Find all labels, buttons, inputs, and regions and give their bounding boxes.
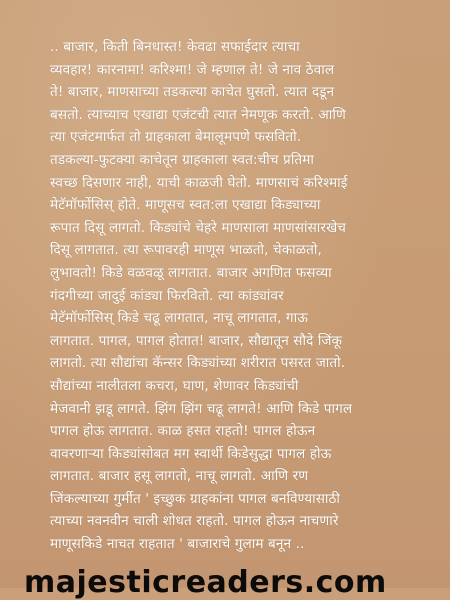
page-body-text bbox=[50, 36, 428, 556]
text-line: माणूसकिडे नाचत राहतात ' बाजाराचे गुलाम बनून .. bbox=[50, 536, 305, 553]
text-line: मेटॅमॉर्फोसिस् होते. माणूसच स्वत:ला एखाद्या किड्याच्या bbox=[50, 197, 321, 214]
text-line: लागतात. बाजार हसू लागतो, नाचू लागतो. आणि रण bbox=[50, 468, 309, 485]
text-line: त्याच्या नवनवीन चाली शोधत राहतो. पागल होऊन नाचणारे bbox=[50, 513, 339, 530]
text-line: व्यवहार! कारनामा! करिश्मा! जे म्हणाल ते! जे नाव ठेवाल bbox=[50, 61, 335, 78]
text-line: जिंकल्याच्या गुर्मीत ' इच्छुक ग्राहकांना पागल बनविण्यासाठी bbox=[50, 490, 341, 507]
text-line: गंदगीच्या जादुई कांड्या फिरवितो. त्या कांड्यांवर bbox=[50, 287, 284, 304]
text-line: मेजवानी झडू लागते. झिंग झिंग चढू लागते! आणि किडे पागल bbox=[50, 400, 353, 417]
text-line: लागतात. पागल, पागल होतात! बाजार, सौद्यातून सौदे जिंकू bbox=[50, 332, 343, 349]
text-line: रूपात दिसू लागतो. किड्यांचे चेहरे माणसाला माणसांसारखेच bbox=[50, 219, 347, 236]
text-line: स्वच्छ दिसणार नाही, याची काळजी घेतो. माणसाचं करिश्माई bbox=[50, 174, 348, 191]
text-line: त्या एजंटमार्फत तो ग्राहकाला बेमालूमपणे फसवितो. bbox=[50, 129, 302, 146]
site-watermark: majesticreaders.com bbox=[24, 565, 387, 600]
text-line: सौद्यांच्या नालीतला कचरा, घाण, शेणावर किड्यांची bbox=[50, 377, 299, 394]
text-line: लागतो. त्या सौद्यांचा कॅन्सर किड्यांच्या शरीरात पसरत जातो. bbox=[50, 355, 346, 372]
text-line: तडकल्या-फुटक्या काचेतून ग्राहकाला स्वत:चीच प्रतिमा bbox=[50, 151, 314, 168]
text-line: बसतो. त्याच्याच एखाद्या एजंटची त्यात नेमणूक करतो. आणि bbox=[50, 106, 346, 123]
text-line: लुभावतो! किडे वळवळू लागतात. बाजार अगणित फसव्या bbox=[50, 264, 332, 281]
text-line: पागल होऊ लागतात. काळ हसत राहतो! पागल होऊन bbox=[50, 423, 316, 440]
text-line: मेटॅमॉर्फोसिस् किडे चढू लागतात, नाचू लागतात, गाऊ bbox=[50, 310, 308, 327]
text-line: वावरणाऱ्या किड्यांसोबत मग स्वार्थी किडेसुद्धा पागल होऊ bbox=[50, 445, 332, 462]
text-line: ते! बाजार, माणसाच्या तडकल्या काचेत घुसतो. त्यात दडून bbox=[50, 84, 335, 101]
text-line: .. बाजार, किती बिनधास्त! केवढा सफाईदार त्याचा bbox=[50, 39, 300, 55]
text-line: दिसू लागतात. त्या रूपावरही माणूस भाळतो, चेकाळतो, bbox=[50, 242, 322, 259]
